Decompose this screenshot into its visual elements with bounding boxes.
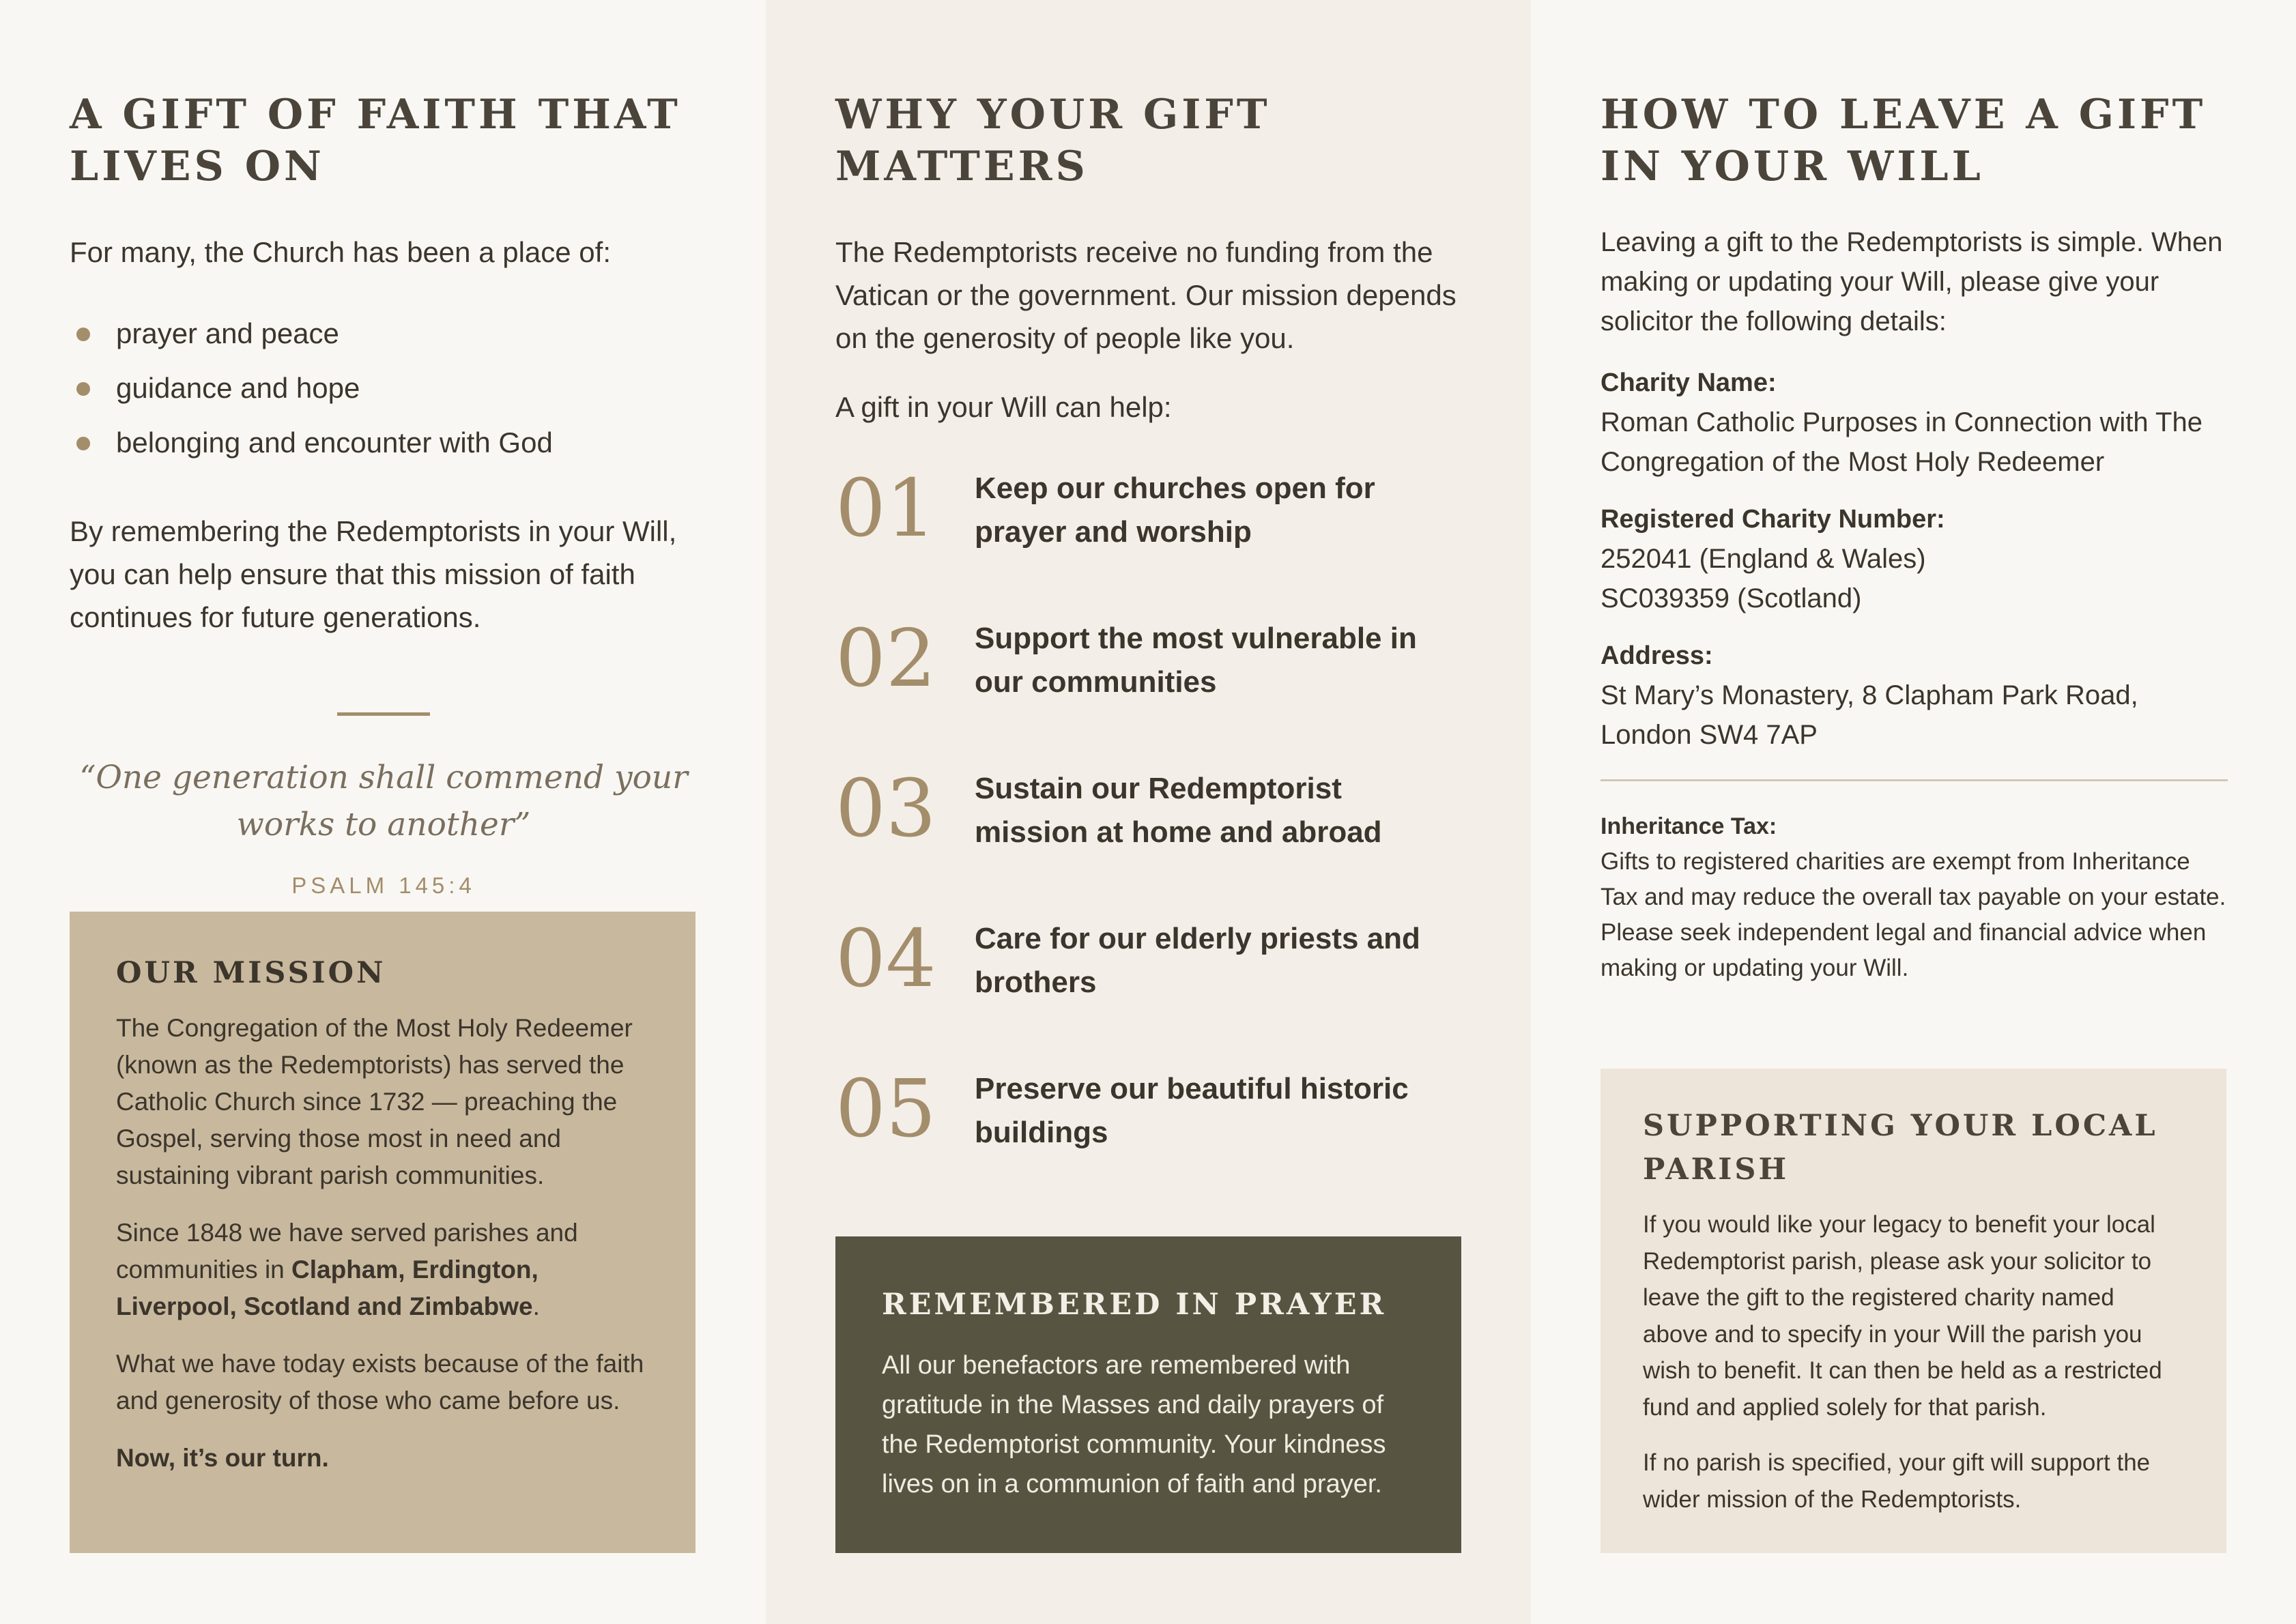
intro-text: For many, the Church has been a place of: <box>70 236 611 268</box>
bullet-icon <box>76 328 90 341</box>
charity-name-value: Roman Catholic Purposes in Connection with The Congregation of the Most Holy Redeemer <box>1601 407 2202 477</box>
box-text: If no parish is specified, your gift will support the wider mission of the Redemptorists. <box>1643 1449 2151 1513</box>
panel-how-to-leave-gift <box>1531 0 2296 1624</box>
inheritance-tax-label: Inheritance Tax: <box>1601 813 1777 839</box>
list-item <box>835 763 1463 913</box>
box-text: If you would like your legacy to benefit your local Redemptorist parish, please ask your solicitor to leave the gift to the registered charity named above and to specify in your Will the parish you wish to benefit. It can then be held as a restricted fund and applied solely for that parish. <box>1643 1211 2162 1421</box>
list-item <box>70 306 698 361</box>
charity-number-label: Registered Charity Number: <box>1601 505 1945 534</box>
mission-locations-list: Clapham, Erdington, Liverpool, Scotland and Zimbabwe <box>116 1256 539 1320</box>
step-number: 05 <box>835 1063 936 1155</box>
mission-call-to-action: Now, it’s our turn. <box>116 1444 329 1472</box>
lead-text: A gift in your Will can help: <box>835 391 1172 423</box>
charity-number-ew: 252041 (England & Wales) <box>1601 544 1926 574</box>
mission-legacy-text: What we have today exists because of the faith and generosity of those who came before us. <box>116 1350 644 1415</box>
list-item <box>835 463 1463 613</box>
step-number: 03 <box>835 763 936 855</box>
mission-locations-text <box>116 1215 649 1325</box>
mission-locations-suffix: . <box>532 1292 540 1320</box>
benefits-list <box>835 463 1463 1213</box>
bullet-icon <box>76 437 90 450</box>
charity-number-sc: SC039359 (Scotland) <box>1601 583 1862 613</box>
box-title: REMEMBERED IN PRAYER <box>882 1288 1387 1322</box>
list-item <box>70 416 698 470</box>
divider <box>337 712 430 716</box>
list-item-label: guidance and hope <box>116 372 360 404</box>
step-number: 01 <box>835 463 936 555</box>
divider <box>1601 779 2228 781</box>
bullet-list <box>70 306 698 470</box>
step-number: 02 <box>835 613 936 705</box>
list-item <box>835 613 1463 763</box>
scripture-citation: PSALM 145:4 <box>291 873 476 898</box>
box-text: All our benefactors are remembered with gratitude in the Masses and daily prayers of the Redemptorist community. Your kindness lives on in a communion of faith and prayer. <box>882 1351 1386 1498</box>
list-item <box>835 1063 1463 1213</box>
list-item-label: belonging and encounter with God <box>116 426 553 459</box>
list-item <box>70 361 698 416</box>
bullet-icon <box>76 382 90 396</box>
panel-title: WHY YOUR GIFT MATTERS <box>835 91 1271 190</box>
panel-title: A GIFT OF FAITH THAT LIVES ON <box>70 91 681 190</box>
mission-history-text: The Congregation of the Most Holy Redeemer (known as the Redemptorists) has served the Catholic Church since 1732 — preaching the Gospel, serving those most in need and sustaining vibrant parish communities. <box>116 1014 633 1189</box>
charity-name-label: Charity Name: <box>1601 368 1777 397</box>
our-mission-box <box>70 912 695 1553</box>
mission-locations-prefix: Since 1848 we have served parishes and communities in <box>116 1219 578 1284</box>
step-text: Care for our elderly priests and brothers <box>975 922 1420 999</box>
supporting-local-parish-box <box>1601 1069 2226 1553</box>
intro-text: The Redemptorists receive no funding from the Vatican or the government. Our mission depends on the generosity of people like you. <box>835 236 1456 354</box>
inheritance-tax-text: Gifts to registered charities are exempt from Inheritance Tax and may reduce the overall tax payable on your estate. Please seek independent legal and financial advice when making or updating your Will. <box>1601 848 2226 981</box>
scripture-quote: “One generation shall commend your works to another” <box>79 759 688 843</box>
address-label: Address: <box>1601 641 1713 670</box>
box-title: SUPPORTING YOUR LOCAL PARISH <box>1643 1109 2158 1187</box>
step-text: Support the most vulnerable in our communities <box>975 622 1417 699</box>
box-title: OUR MISSION <box>116 956 386 990</box>
intro-text: Leaving a gift to the Redemptorists is simple. When making or updating your Will, please give your solicitor the following details: <box>1601 227 2223 336</box>
step-number: 04 <box>835 913 936 1005</box>
panel-why-gift-matters <box>766 0 1531 1624</box>
panel-title: HOW TO LEAVE A GIFT IN YOUR WILL <box>1601 91 2207 190</box>
step-text: Preserve our beautiful historic buildings <box>975 1072 1409 1149</box>
step-text: Keep our churches open for prayer and worship <box>975 472 1375 549</box>
list-item <box>835 913 1463 1063</box>
remembered-in-prayer-box <box>835 1236 1461 1553</box>
remembering-paragraph: By remembering the Redemptorists in your Will, you can help ensure that this mission of faith continues for future generations. <box>70 515 677 633</box>
list-item-label: prayer and peace <box>116 317 339 349</box>
address-value: St Mary’s Monastery, 8 Clapham Park Road, London SW4 7AP <box>1601 680 2138 750</box>
step-text: Sustain our Redemptorist mission at home and abroad <box>975 772 1382 849</box>
